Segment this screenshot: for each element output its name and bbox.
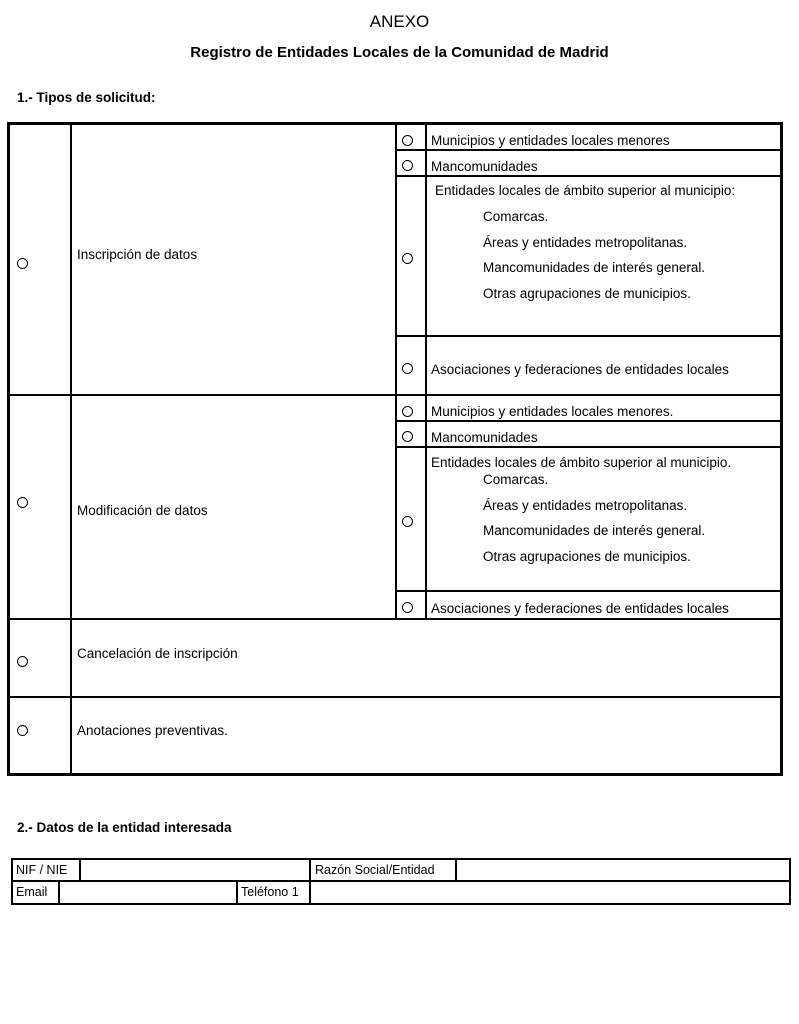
subrow-divider [396, 335, 781, 337]
radio-modificacion[interactable] [17, 497, 28, 508]
nif-label: NIF / NIE [16, 863, 68, 877]
suboption-sublabel: Comarcas. [483, 472, 549, 487]
suboption-sublabel: Áreas y entidades metropolitanas. [483, 498, 688, 513]
row-divider [9, 696, 781, 698]
subrow-divider [396, 446, 781, 448]
row-divider [12, 880, 790, 882]
suboption-label: Mancomunidades [431, 159, 538, 174]
row-divider [9, 394, 781, 396]
suboption-label: Entidades locales de ámbito superior al municipio. [431, 455, 732, 470]
suboption-label: Asociaciones y federaciones de entidades locales [431, 601, 729, 616]
telefono-input[interactable] [313, 885, 787, 901]
telefono-label: Teléfono 1 [241, 885, 299, 899]
radio-cancelacion[interactable] [17, 656, 28, 667]
option-label-modificacion: Modificación de datos [77, 503, 208, 518]
email-label: Email [16, 885, 48, 899]
radio-inscripcion[interactable] [17, 258, 28, 269]
subrow-divider [396, 420, 781, 422]
subtable-radio-divider [425, 124, 427, 619]
column-divider [70, 124, 72, 774]
section-1-heading: 1.- Tipos de solicitud: [17, 90, 156, 105]
subrow-divider [396, 175, 781, 177]
option-label-anotaciones: Anotaciones preventivas. [77, 723, 228, 738]
suboption-sublabel: Comarcas. [483, 209, 549, 224]
suboption-sublabel: Áreas y entidades metropolitanas. [483, 235, 688, 250]
radio-inscripcion-mancomunidades[interactable] [402, 160, 413, 171]
subrow-divider [396, 590, 781, 592]
suboption-label: Asociaciones y federaciones de entidades locales [431, 362, 729, 377]
suboption-sublabel: Mancomunidades de interés general. [483, 523, 706, 538]
suboption-sublabel: Mancomunidades de interés general. [483, 260, 706, 275]
radio-inscripcion-asociaciones[interactable] [402, 363, 413, 374]
radio-modificacion-entidades-superior[interactable] [402, 516, 413, 527]
radio-anotaciones[interactable] [17, 725, 28, 736]
suboption-label: Mancomunidades [431, 430, 538, 445]
subtable-left-divider [395, 124, 397, 619]
option-label-cancelacion: Cancelación de inscripción [77, 646, 238, 661]
nif-input[interactable] [83, 863, 305, 879]
suboption-label: Municipios y entidades locales menores [431, 133, 670, 148]
radio-modificacion-municipios[interactable] [402, 406, 413, 417]
cell-divider [455, 859, 457, 881]
email-input[interactable] [62, 885, 232, 901]
razon-social-input[interactable] [459, 863, 787, 879]
cell-divider [309, 859, 311, 904]
razon-social-label: Razón Social/Entidad [315, 863, 435, 877]
row-divider [9, 618, 781, 620]
option-label-inscripcion: Inscripción de datos [77, 247, 198, 262]
suboption-sublabel: Otras agrupaciones de municipios. [483, 549, 691, 564]
subrow-divider [396, 149, 781, 151]
cell-divider [79, 859, 81, 881]
suboption-sublabel: Otras agrupaciones de municipios. [483, 286, 691, 301]
radio-modificacion-asociaciones[interactable] [402, 602, 413, 613]
suboption-label: Entidades locales de ámbito superior al municipio: [435, 183, 736, 198]
section-2-heading: 2.- Datos de la entidad interesada [17, 820, 232, 835]
document-subtitle: Registro de Entidades Locales de la Comunidad de Madrid [190, 44, 609, 61]
cell-divider [58, 881, 60, 904]
suboption-label: Municipios y entidades locales menores. [431, 404, 674, 419]
radio-modificacion-mancomunidades[interactable] [402, 431, 413, 442]
cell-divider [236, 881, 238, 904]
annex-title: ANEXO [369, 12, 430, 31]
radio-inscripcion-entidades-superior[interactable] [402, 253, 413, 264]
radio-inscripcion-municipios[interactable] [402, 135, 413, 146]
